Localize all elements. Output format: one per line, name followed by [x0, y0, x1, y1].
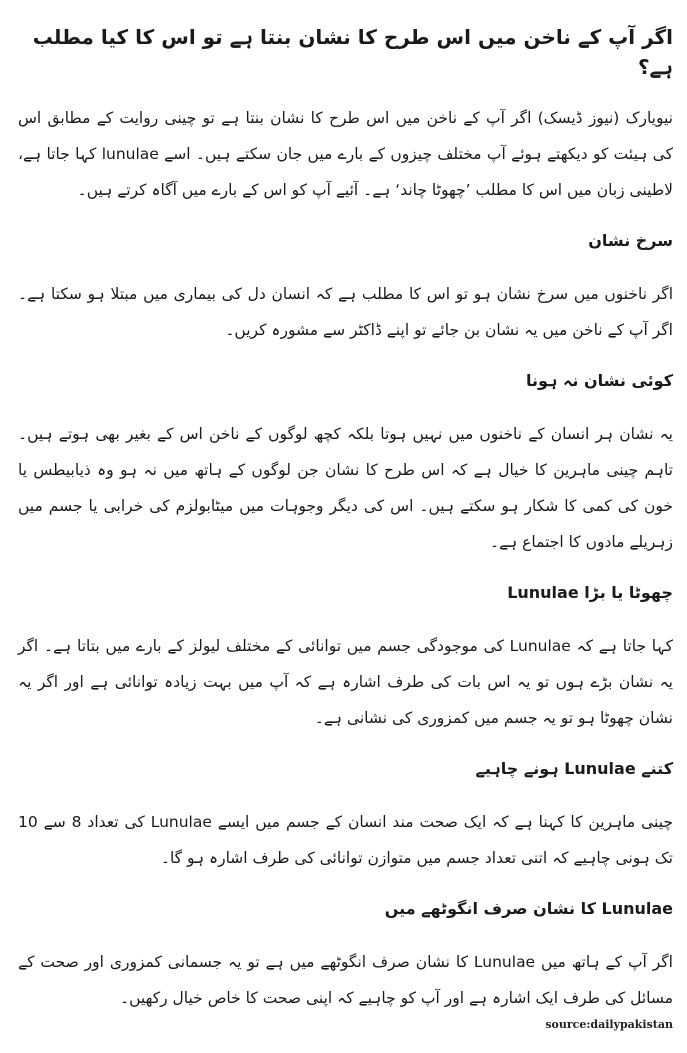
- section-body-size: کہا جاتا ہے کہ Lunulae کی موجودگی جسم میں توانائی کے مختلف لیولز کے بارے میں بتاتا ہے۔ اگر یہ نشان بڑے ہوں تو یہ اس بات کی طرف اشارہ ہے کہ آپ میں بہت زیادہ توانائی ہے اور اگر یہ نشان چھوٹا ہو تو یہ جسم میں کمزوری کی نشانی ہے۔: [18, 637, 673, 727]
- article-title: اگر آپ کے ناخن میں اس طرح کا نشان بنتا ہے تو اس کا کیا مطلب ہے؟: [32, 25, 673, 79]
- section-body-thumb: اگر آپ کے ہاتھ میں Lunulae کا نشان صرف انگوٹھے میں ہے تو یہ جسمانی کمزوری اور صحت کے مسائل کی طرف ایک اشارہ ہے اور آپ کو چاہیے کہ اپنی صحت کا خاص خیال رکھیں۔: [18, 953, 673, 1007]
- section-body-count: چینی ماہرین کا کہنا ہے کہ ایک صحت مند انسان کے جسم میں ایسے Lunulae کی تعداد 8 سے 10 تک ہونی چاہیے کہ اتنی تعداد جسم میں متوازن توانائی کی طرف اشارہ ہو گا۔: [18, 813, 673, 867]
- section-heading-red-mark: سرخ نشان: [588, 231, 673, 250]
- section-body-no-mark: یہ نشان ہر انسان کے ناخنوں میں نہیں ہوتا بلکہ کچھ لوگوں کے ناخن اس کے بغیر بھی ہوتے ہیں۔ تاہم چینی ماہرین کا خیال ہے کہ اس طرح کا نشان جن لوگوں کے ہاتھ میں نہ ہو وہ ذیابیطس یا خون کی کمی کا شکار ہو سکتے ہیں۔ اس کی دیگر وجوہات میں میٹابولزم کی خرابی یا جسم میں زہریلے مادوں کا اجتماع ہے۔: [18, 425, 673, 551]
- section-heading-size: چھوٹا یا بڑا Lunulae: [507, 583, 673, 602]
- article-intro: نیویارک (نیوز ڈیسک) اگر آپ کے ناخن میں اس طرح کا نشان بنتا ہے تو چینی روایت کے مطابق اس کی ہیئت کو دیکھتے ہوئے آپ مختلف چیزوں کے بارے میں جان سکتے ہیں۔ اسے lunulae کہا جاتا ہے، لاطینی زبان میں اس کا مطلب ’چھوٹا چاند‘ ہے۔ آئیے آپ کو اس کے بارے میں آگاہ کرتے ہیں۔: [18, 109, 673, 199]
- section-heading-no-mark: کوئی نشان نہ ہونا: [526, 371, 673, 390]
- section-body-red-mark: اگر ناخنوں میں سرخ نشان ہو تو اس کا مطلب ہے کہ انسان دل کی بیماری میں مبتلا ہو سکتا ہے۔ اگر آپ کے ناخن میں یہ نشان بن جائے تو اپنے ڈاکٹر سے مشورہ کریں۔: [18, 285, 673, 339]
- source-credit: source:dailypakistan: [545, 1018, 673, 1031]
- section-heading-count: کتنے Lunulae ہونے چاہیے: [475, 759, 673, 778]
- section-heading-thumb: Lunulae کا نشان صرف انگوٹھے میں: [384, 899, 673, 918]
